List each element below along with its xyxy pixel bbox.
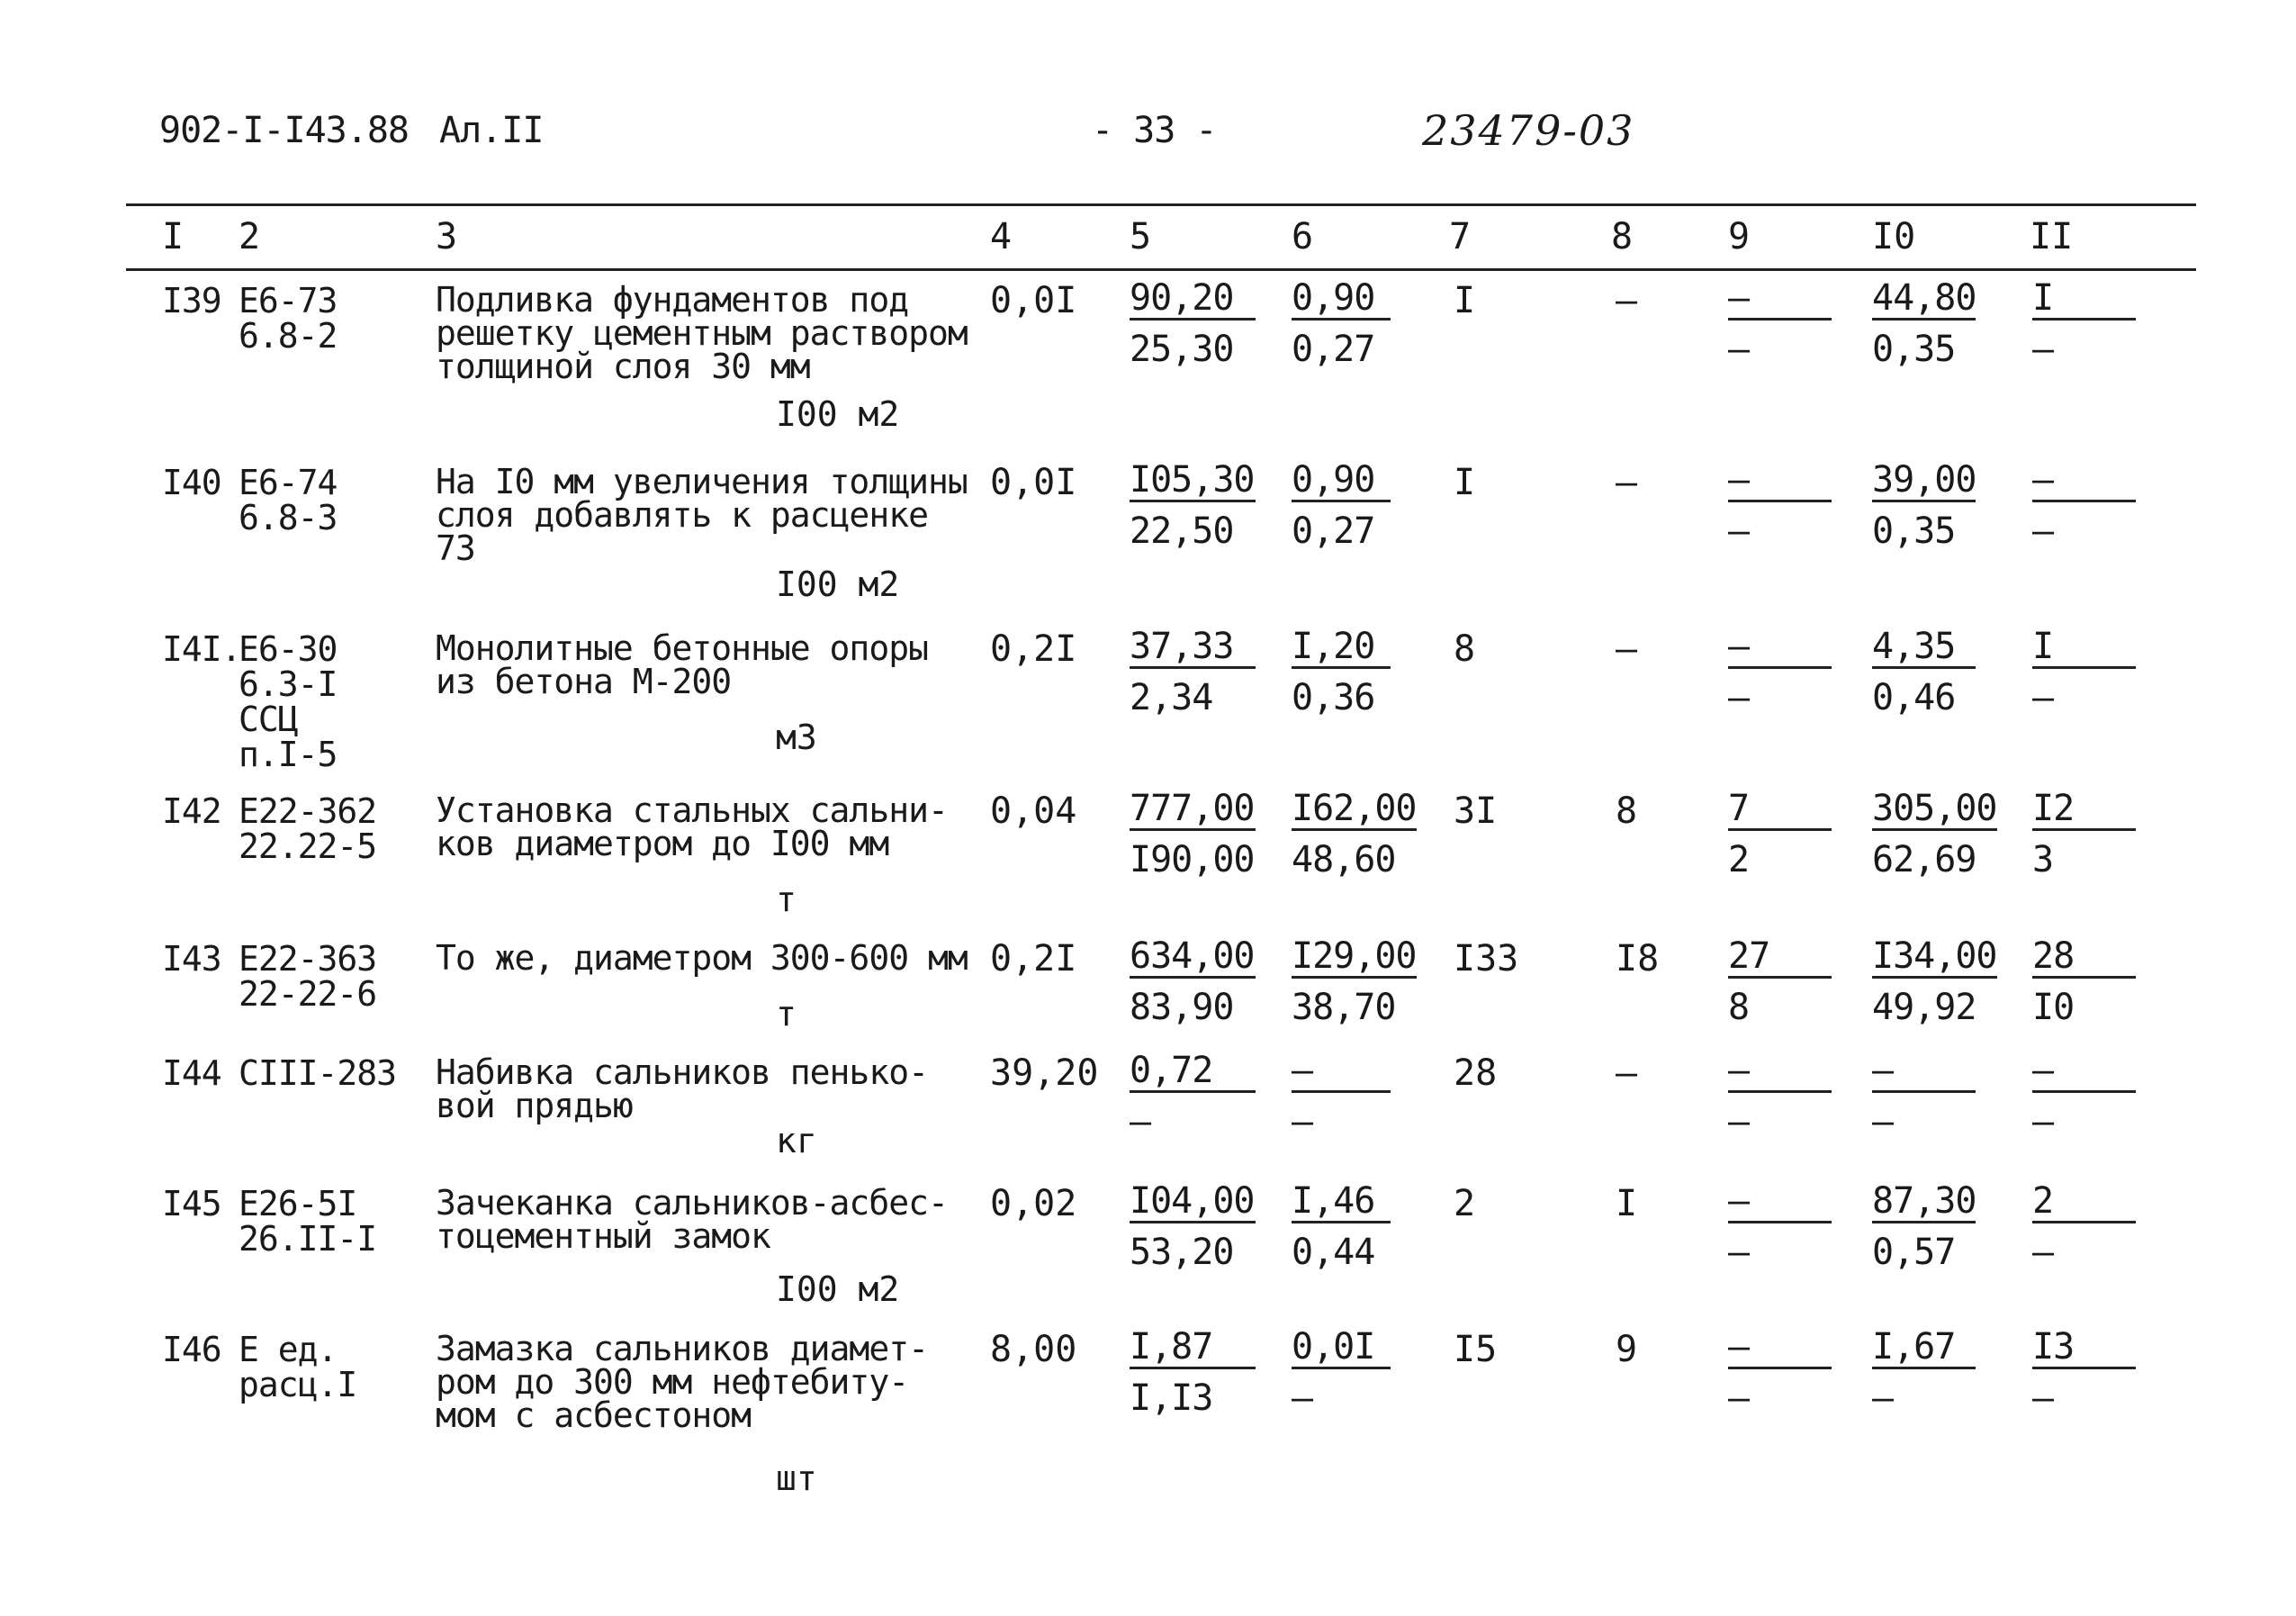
fraction-top: I05,30: [1130, 459, 1255, 501]
measure-unit: кг: [776, 1121, 817, 1160]
fraction-bottom: 0,35: [1872, 510, 1956, 552]
fraction-bottom: 0,35: [1872, 329, 1956, 370]
fraction-top: 27: [1728, 938, 1832, 979]
rate-code: Е6-73 6.8-2: [239, 281, 338, 356]
fraction-cell-c10: [1872, 935, 1997, 1028]
fraction-top: 0,90: [1292, 462, 1391, 502]
fraction-cell-c11: [2032, 628, 2136, 716]
fraction-top: 0,72: [1130, 1052, 1256, 1093]
fraction-bottom: 0,27: [1292, 329, 1375, 370]
fraction-cell-c5: [1130, 459, 1256, 552]
fraction-cell-c6: [1292, 277, 1391, 370]
fraction-bottom: –: [1130, 1101, 1151, 1142]
cell-col-7: I33: [1454, 938, 1519, 980]
fraction-top: –: [1728, 280, 1832, 320]
fraction-cell-c11: [2032, 935, 2136, 1028]
fraction-bottom: –: [2032, 329, 2054, 370]
fraction-top: 634,00: [1130, 935, 1255, 977]
rate-code: Е22-362 22.22-5: [239, 791, 377, 866]
row-number: I46: [162, 1330, 221, 1369]
cell-col-7: I5: [1454, 1329, 1498, 1370]
fraction-bottom: –: [1292, 1101, 1313, 1142]
row-number: I43: [162, 939, 221, 979]
fraction-cell-c6: [1292, 1180, 1391, 1273]
fraction-cell-c5: [1130, 628, 1256, 716]
fraction-bottom: –: [2032, 677, 2054, 718]
fraction-top: 39,00: [1872, 459, 1976, 501]
fraction-bottom: –: [1728, 510, 1750, 552]
fraction-cell-c6: [1292, 459, 1391, 552]
cell-col-7: I: [1454, 462, 1476, 503]
fraction-top: 44,80: [1872, 277, 1976, 319]
fraction-top: I,87: [1130, 1329, 1256, 1369]
rate-code: Е6-30 6.3-I ССЦ п.I-5: [239, 629, 338, 774]
fraction-cell-c5: [1130, 935, 1256, 1028]
fraction-cell-c5: [1130, 1326, 1256, 1419]
column-header: 2: [239, 216, 261, 257]
fraction-cell-c6: [1292, 1326, 1391, 1419]
column-header: 4: [990, 216, 1013, 257]
work-description: Зачеканка сальников-асбес- тоцементный замок: [436, 1183, 948, 1256]
inventory-number: 23479-03: [1422, 106, 1635, 155]
fraction-cell-c9: [1728, 1052, 1832, 1140]
fraction-bottom: 2,34: [1130, 677, 1213, 718]
fraction-top: I: [2032, 628, 2136, 669]
fraction-cell-c9: [1728, 1180, 1832, 1273]
fraction-bottom: 62,69: [1872, 839, 1976, 880]
fraction-bottom: –: [1728, 677, 1750, 718]
fraction-top: 2: [2032, 1183, 2136, 1223]
fraction-cell-c11: [2032, 790, 2136, 878]
fraction-cell-c10: [1872, 459, 1976, 552]
fraction-cell-c11: [2032, 1326, 2136, 1419]
measure-unit: I00 м2: [776, 564, 900, 604]
fraction-cell-c11: [2032, 1180, 2136, 1273]
fraction-top: 305,00: [1872, 788, 1997, 829]
cell-col-8: 8: [1616, 790, 1638, 832]
fraction-bottom: 8: [1728, 987, 1750, 1028]
fraction-bottom: I0: [2032, 987, 2075, 1028]
quantity: 0,2I: [990, 938, 1077, 980]
quantity: 0,02: [990, 1183, 1077, 1224]
row-number: I4I.: [162, 629, 241, 669]
fraction-cell-c9: [1728, 790, 1832, 878]
fraction-cell-c6: [1292, 628, 1391, 716]
fraction-cell-c11: [2032, 459, 2136, 552]
fraction-bottom: –: [1872, 1101, 1894, 1142]
quantity: 0,04: [990, 790, 1077, 832]
fraction-top: –: [1728, 1052, 1832, 1093]
row-number: I45: [162, 1184, 221, 1223]
fraction-cell-c5: [1130, 1180, 1256, 1273]
work-description: Набивка сальников пенько- вой прядью: [436, 1052, 928, 1125]
fraction-bottom: 25,30: [1130, 329, 1234, 370]
column-header: 8: [1611, 216, 1634, 257]
cell-col-7: 3I: [1454, 790, 1498, 832]
column-header: 7: [1449, 216, 1472, 257]
column-header: 3: [436, 216, 458, 257]
fraction-cell-c10: [1872, 1326, 1976, 1419]
measure-unit: шт: [776, 1458, 817, 1498]
fraction-bottom: 38,70: [1292, 987, 1396, 1028]
table-top-rule: [126, 203, 2196, 206]
fraction-cell-c9: [1728, 1326, 1832, 1419]
fraction-cell-c5: [1130, 790, 1256, 878]
document-code: 902-I-I43.88: [159, 110, 409, 151]
fraction-top: –: [2032, 1052, 2136, 1093]
work-description: То же, диаметром 300-600 мм: [436, 938, 968, 978]
fraction-top: I3: [2032, 1329, 2136, 1369]
fraction-bottom: –: [2032, 1101, 2054, 1142]
cell-col-8: –: [1616, 1052, 1638, 1094]
fraction-top: –: [1872, 1052, 1976, 1093]
fraction-bottom: 48,60: [1292, 839, 1396, 880]
fraction-cell-c10: [1872, 1180, 1976, 1273]
fraction-top: 0,0I: [1292, 1329, 1391, 1369]
fraction-bottom: –: [1292, 1377, 1313, 1419]
work-description: Установка стальных сальни- ков диаметром до I00 мм: [436, 790, 948, 863]
fraction-top: –: [1728, 628, 1832, 669]
fraction-bottom: I,I3: [1130, 1377, 1213, 1419]
fraction-cell-c9: [1728, 935, 1832, 1028]
row-number: I39: [162, 281, 221, 320]
fraction-top: 90,20: [1130, 280, 1256, 320]
fraction-top: 4,35: [1872, 628, 1976, 669]
row-number: I44: [162, 1053, 221, 1093]
album-label: Ал.II: [439, 110, 544, 151]
fraction-top: I04,00: [1130, 1180, 1255, 1222]
fraction-top: 7: [1728, 790, 1832, 831]
fraction-bottom: –: [1728, 1101, 1750, 1142]
fraction-top: I62,00: [1292, 788, 1417, 829]
fraction-bottom: 22,50: [1130, 510, 1234, 552]
fraction-bottom: 49,92: [1872, 987, 1976, 1028]
fraction-top: I2: [2032, 790, 2136, 831]
fraction-cell-c11: [2032, 277, 2136, 370]
fraction-top: –: [1728, 1183, 1832, 1223]
cell-col-8: –: [1616, 628, 1638, 670]
row-number: I40: [162, 463, 221, 502]
fraction-cell-c10: [1872, 628, 1976, 716]
fraction-cell-c5: [1130, 277, 1256, 370]
page-number: - 33 -: [1092, 110, 1217, 151]
fraction-top: 28: [2032, 938, 2136, 979]
fraction-bottom: 0,27: [1292, 510, 1375, 552]
fraction-bottom: –: [1728, 1377, 1750, 1419]
quantity: 0,0I: [990, 462, 1077, 503]
measure-unit: т: [776, 994, 797, 1034]
fraction-top: –: [2032, 462, 2136, 502]
cell-col-8: –: [1616, 280, 1638, 321]
fraction-cell-c6: [1292, 790, 1417, 878]
fraction-bottom: 0,36: [1292, 677, 1375, 718]
cell-col-8: I8: [1616, 938, 1660, 980]
column-header: 9: [1728, 216, 1751, 257]
rate-code: Е ед. расц.I: [239, 1330, 357, 1404]
fraction-top: –: [1728, 462, 1832, 502]
fraction-bottom: 0,46: [1872, 677, 1956, 718]
fraction-cell-c6: [1292, 1052, 1391, 1140]
column-header: II: [2030, 216, 2074, 257]
work-description: На I0 мм увеличения толщины слоя добавлять к расценке 73: [436, 462, 968, 568]
rate-code: СIII-283: [239, 1053, 397, 1093]
fraction-top: I29,00: [1292, 935, 1417, 977]
cell-col-8: 9: [1616, 1329, 1638, 1370]
fraction-top: 37,33: [1130, 628, 1256, 669]
measure-unit: I00 м2: [776, 1269, 900, 1309]
measure-unit: т: [776, 880, 797, 919]
fraction-top: 0,90: [1292, 280, 1391, 320]
row-number: I42: [162, 791, 221, 831]
fraction-top: –: [1292, 1052, 1391, 1093]
fraction-bottom: –: [1728, 1232, 1750, 1273]
fraction-top: I,46: [1292, 1183, 1391, 1223]
column-header: I0: [1872, 216, 1916, 257]
fraction-top: 777,00: [1130, 788, 1255, 829]
table-header-rule: [126, 268, 2196, 271]
fraction-bottom: –: [2032, 510, 2054, 552]
fraction-bottom: 53,20: [1130, 1232, 1234, 1273]
fraction-top: I: [2032, 280, 2136, 320]
fraction-bottom: –: [1872, 1377, 1894, 1419]
quantity: 0,0I: [990, 280, 1077, 321]
fraction-bottom: 83,90: [1130, 987, 1234, 1028]
work-description: Подливка фундаментов под решетку цементным раствором толщиной слоя 30 мм: [436, 280, 968, 386]
fraction-top: –: [1728, 1329, 1832, 1369]
cell-col-7: I: [1454, 280, 1476, 321]
fraction-cell-c11: [2032, 1052, 2136, 1140]
work-description: Замазка сальников диамет- ром до 300 мм нефтебиту- мом с асбестоном: [436, 1329, 928, 1435]
cell-col-8: I: [1616, 1183, 1638, 1224]
cell-col-7: 28: [1454, 1052, 1498, 1094]
fraction-top: I,20: [1292, 628, 1391, 669]
fraction-cell-c5: [1130, 1052, 1256, 1140]
quantity: 39,20: [990, 1052, 1099, 1094]
rate-code: Е6-74 6.8-3: [239, 463, 338, 537]
rate-code: Е26-5I 26.II-I: [239, 1184, 377, 1259]
fraction-cell-c10: [1872, 790, 1997, 878]
column-header: 5: [1130, 216, 1152, 257]
cell-col-7: 2: [1454, 1183, 1476, 1224]
fraction-top: 87,30: [1872, 1180, 1976, 1222]
fraction-cell-c10: [1872, 1052, 1976, 1140]
fraction-bottom: –: [2032, 1232, 2054, 1273]
fraction-bottom: 0,57: [1872, 1232, 1956, 1273]
quantity: 8,00: [990, 1329, 1077, 1370]
fraction-cell-c6: [1292, 935, 1417, 1028]
measure-unit: м3: [776, 718, 817, 757]
fraction-cell-c9: [1728, 459, 1832, 552]
cell-col-8: –: [1616, 462, 1638, 503]
column-header: 6: [1292, 216, 1314, 257]
cell-col-7: 8: [1454, 628, 1476, 670]
quantity: 0,2I: [990, 628, 1077, 670]
fraction-bottom: 0,44: [1292, 1232, 1375, 1273]
fraction-cell-c10: [1872, 277, 1976, 370]
fraction-bottom: 2: [1728, 839, 1750, 880]
fraction-top: I,67: [1872, 1329, 1976, 1369]
fraction-cell-c9: [1728, 628, 1832, 716]
work-description: Монолитные бетонные опоры из бетона М-200: [436, 628, 928, 701]
fraction-bottom: I90,00: [1130, 839, 1255, 880]
fraction-cell-c9: [1728, 277, 1832, 370]
column-header: I: [162, 216, 185, 257]
rate-code: Е22-363 22-22-6: [239, 939, 377, 1014]
fraction-top: I34,00: [1872, 935, 1997, 977]
fraction-bottom: –: [2032, 1377, 2054, 1419]
measure-unit: I00 м2: [776, 394, 900, 434]
fraction-bottom: –: [1728, 329, 1750, 370]
fraction-bottom: 3: [2032, 839, 2054, 880]
